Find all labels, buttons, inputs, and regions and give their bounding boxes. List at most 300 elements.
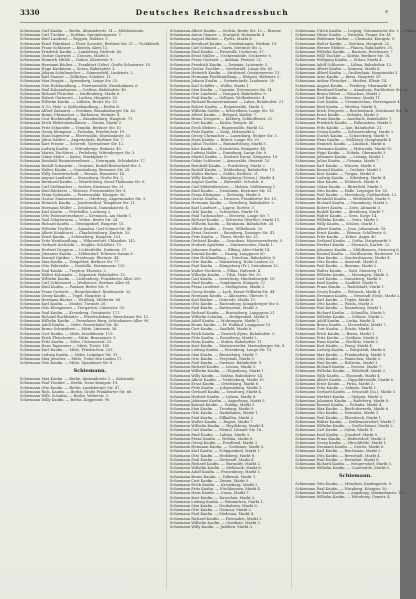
directory-entry: Schiemann Erich Elektroinstallation — Nauen, Markt 2.: [20, 121, 123, 126]
directory-entry: Schiemann Wilhelm Kaufm. — Birnbaum, Bahnhofstr. 26.: [169, 222, 275, 227]
directory-entry: Schiemann Wilhelm Kaufm. — Mehlsack, Markt 6.: [169, 466, 262, 471]
directory-entry: Schiemann Konrad Kaufm. — Danzig, Langgasse 60.: [169, 251, 266, 256]
directory-entry: Schiemann Max Kaufm. — Bischofswerda, Markt 6.: [295, 407, 390, 412]
directory-entry: Schiemann Johannes Kaufm. — Leisnig, Markt 1.: [295, 155, 385, 160]
directory-entry: Schiemann Ludwig Kaufm. — Burgstädt, Markt 8.: [295, 348, 387, 353]
directory-entry: Schiemann Max Kaufm. — Delitzsch, Markt 6.: [295, 180, 380, 185]
directory-entry: Schiemann Curt Kaufm. — Rositz, Markt 3.: [295, 327, 375, 332]
directory-entry: Schiemann Gerhard Kaufm. — Sensburg, Markt 4.: [169, 390, 262, 395]
directory-entry: Schiemann Paul Kaufm. — Treptow, Elsenstr. 3.: [20, 268, 107, 273]
directory-entry: Schiemann Emil Kaufm. — Gumbinnen, Königstr. 27.: [169, 281, 267, 286]
directory-entry: Schiemann Otto Kaufm. — Marienburg, Hohe Lauben 22.: [169, 260, 275, 265]
directory-entry: Schiemann Willy Kaufm. — Berlin, Koppenstr. 90.: [20, 398, 111, 403]
directory-entry: Schiemann Wilhelm Schuhm. — Heiligenbeil, Markt 8.: [169, 314, 270, 319]
directory-entry: Schiemann Friedrich Kaufm. — Landsberg, Richtstr. 40.: [20, 50, 123, 55]
directory-entry: Schiemann Georg Klempner — Prenzlau, Friedrichstr. 19.: [20, 129, 126, 134]
directory-entry: Schiemann Walter Fischerei — Pillau, Hafenstr. 4.: [169, 268, 262, 273]
directory-entry: Schiemann Wilhelm Kaufm. — Quednau, Markt 5.: [169, 520, 261, 525]
directory-entry: Schiemann Otto Kaufm. — Schwiebus, Markt 18.: [169, 209, 260, 214]
directory-entry: Schiemann Carl Mühlenbesitzer — Mohrin, Mühlenweg 1.: [169, 184, 277, 189]
directory-entry: Schiemann Carl Kaufm. — Insterburg, Hindenburgstr. 19.: [169, 276, 276, 281]
directory-entry: Schiemann Reinhold Bauunternehmer — Neuruppin, Schinkelstr. 17.: [20, 159, 146, 164]
directory-entry: Schiemann Paul Kaufm. — Guttstadt, Markt 4.: [169, 457, 255, 462]
directory-entry: Schiemann Heinrich Mühle — Guben, Klosterstr. 9.: [20, 58, 114, 63]
directory-entry: Schiemann Hermann Bäcker — Wedding, Müllerstr. 88.: [20, 298, 122, 302]
directory-entry: Schiemann Konrad Kaufm. — Oschatz, Markt 2.: [295, 167, 383, 172]
directory-entry: Schiemann Konrad Kaufm. — Nordhausen, Rautenstr. 15.: [295, 251, 401, 256]
directory-entry: Schiemann Otto Kaufm. — Freystadt, Markt 5.: [169, 356, 255, 361]
directory-entry: Schiemann Georg Kaufm. — Tegel, Hauptstr. 4.: [20, 293, 107, 298]
directory-entry: Schiemann Hermann Kaufm. — Neustadt (Orla), Markt 2.: [295, 293, 401, 298]
directory-entry: Schiemann Hans Kaufm. — Cranz, Markt 7.: [169, 491, 250, 496]
directory-entry: Schiemann Johannes Kaufm. — Zehlendorf, Teltower Damm 8.: [20, 251, 134, 256]
directory-entry: Schiemann Paul Kaufm. — Bartenstein, Markt 3.: [169, 306, 259, 311]
directory-entry: Schiemann Richard Kaufm. — Schwerin (Warthe), Markt 11.: [169, 218, 281, 223]
directory-entry: Schiemann Ernst Kaufm. — Ortelsburg, Markt 6.: [169, 382, 260, 387]
directory-entry: Schiemann Wilhelm Kaufm. — Würzburg, Domstr. 4.: [295, 494, 391, 499]
directory-entry: Schiemann Otto Fuhrunternehmer — Kremmen, Am Markt 1.: [20, 213, 133, 218]
directory-entry: Schiemann Bernhard Kaufm. — Greifenhagen, Wiekstr. 19.: [169, 41, 278, 46]
directory-entry: Schiemann Wilhelm Kaufm. — Cunewalde, Markt 5.: [295, 466, 390, 471]
directory-entry: Schiemann Karl Kaufm. — Reichenau, Markt 2.: [295, 449, 382, 454]
directory-entry: Schiemann Otto Landwirt — Naugard, Bahnhofstr. 9.: [169, 92, 267, 97]
directory-entry: Schiemann Richard Kaufm. — Schmölln, Markt 5.: [295, 310, 386, 315]
column-2: [166, 29, 285, 589]
directory-entry: Schiemann Emil Bäckerei — Wriezen, Freienwalder Str. 8.: [20, 188, 127, 193]
directory-entry: Schiemann Hermann Kaufm. — Mittweida, Markt 10.: [295, 146, 393, 151]
directory-entry: Schiemann Richard Kaufm. — Powunden, Markt 1.: [169, 516, 263, 521]
directory-entry: Schiemann Alfred Zahnarzt — Potsdam, Brandenburger Str. 62.: [20, 108, 137, 113]
directory-entry: Schiemann Herbert Drogerie — Lichterfelde, Drakestr. 27.: [20, 247, 128, 252]
directory-entry: Schiemann Gerhard Kaufm. — Gotha, Hauptmarkt 9.: [295, 239, 392, 244]
directory-entry: Schiemann Paul Kaufm. — Medenau, Markt 4.: [169, 512, 255, 517]
directory-entry: Schiemann Friedrich Kaufm. — Falkenstein, Markt 5.: [295, 121, 393, 126]
directory-entry: Schiemann Wilhelm Kaufm. — Greiz, Markt 3.: [295, 218, 380, 223]
directory-entry: Schiemann Georg Kaufm. — Friedland, Markt 2.: [169, 440, 259, 445]
directory-entry: Schiemann Martin Tischlerei — Perleberg, Wittenberger Str. 3.: [20, 150, 136, 155]
directory-entry: Schiemann Curt Kaufm. — Zinten, Markt 5.: [169, 478, 250, 483]
directory-entry: Schiemann Richard Kaufm. — Neugersdorf, Markt 3.: [295, 461, 392, 466]
directory-entry: Schiemann Bruno Kaufm. — Tolkemit, Markt 1.: [169, 474, 257, 479]
directory-entry: Schiemann Fritz Kaufm. — Rosenberg, Markt 2.: [169, 335, 258, 340]
directory-entry: Schiemann Karl Kaufm. — Schippenbeil, Markt 1.: [169, 449, 261, 454]
directory-entry: Schiemann Walter Kaufm. — Seifhennersdorf, Markt 7.: [295, 419, 396, 424]
directory-entry: Schiemann Karl Landwirt — Lagow, Dorfstr. 3.: [169, 205, 255, 210]
directory-entry: Schiemann Franz Kaufm. — Wehlau, Markt 6.: [169, 436, 254, 441]
directory-entry: Schiemann Oskar Schlosser — Arnswalde, Steinstr. 10.: [169, 159, 271, 164]
directory-entry: Schiemann Otto Kaufm. — München, Kaufingerstr. 9.: [295, 482, 393, 487]
directory-entry: Schiemann Rudolf Kaufm. — Altenburg, Markt 7.: [295, 209, 385, 214]
directory-entry: Schiemann Willy Kaufm. — Königsberg (Neum.), Markt 4.: [169, 176, 276, 181]
directory-entry: Schiemann Curt Kaufm. — Crimmitschau, Herrengasse 4.: [295, 100, 401, 105]
directory-entry: Schiemann Johannes Kaufm. — Elbing, Alter Markt 14.: [169, 247, 271, 252]
directory-entry: Schiemann Curt Kaufm. — Saalfeld, Markt 6.: [169, 327, 253, 332]
directory-entry: Schiemann Hans Kaufm. — Stollberg, Hauptmarkt 4.: [295, 138, 392, 143]
directory-entry: Schiemann Walter Kaufm. — Ragnit, Markt 7.: [169, 419, 254, 424]
directory-entry: Schiemann Heinrich Kaufm. — Limbach, Markt 6.: [295, 142, 387, 147]
directory-entry: Schiemann Adolf Kaufm. — Mohrungen, Markt 1.: [169, 319, 261, 324]
directory-entry: Schiemann Georg Kaufm. — Schwarzenberg, Markt 2.: [295, 129, 395, 134]
directory-entry: Schiemann Paul Kaufm. — Pillkallen, Markt 2.: [169, 415, 255, 420]
directory-entry: Schiemann Ludwig Kaufm. — Mitte, Leipziger Str. 31.: [20, 352, 119, 357]
directory-entry: Schiemann Johannes Kaufm. — Angerburg, Markt 3.: [169, 398, 266, 403]
directory-entry: Schiemann Paul Kaufm. — Ilmenau, Markt 2.: [295, 264, 378, 269]
directory-entry: Schiemann Hans Ingenieur — Eberswalde, Eisenbahnstr. 33.: [20, 134, 132, 139]
directory-entry: Schiemann Otto Holzhandlung — Fürstenwalde, Eisenbahnstr. 6.: [20, 83, 139, 88]
section-heading: Schiemann.: [73, 368, 107, 375]
section-heading: Schiemann.: [339, 473, 372, 480]
directory-entry: Schiemann Bruno Schneiderei — Mitte, Linienstr. 58.: [20, 327, 118, 332]
directory-entry: Schiemann Konrad Kaufm. — Pulsnitz, Markt 4.: [295, 403, 383, 408]
directory-entry: Schiemann Arno Kaufm. — Riesa, Hauptstr. 55.: [295, 75, 382, 80]
directory-entry: Schiemann Albert Kaufm. — Posen, Wilhelmstr. 20.: [169, 226, 264, 231]
directory-entry: Schiemann Hermann Kaufm. — Sternberg, Bahnhofstr. 2.: [169, 201, 275, 206]
directory-entry: Schiemann Adolf Kaufm. — Mitte, Rosenthaler Str. 40.: [20, 323, 120, 328]
directory-entry: Schiemann Adolf Kaufm. — Lucka, Markt 4.: [295, 319, 376, 324]
directory-entry: Schiemann Gustav Kaufm. — Drossen, Frankfurter Str. 15.: [169, 197, 278, 202]
directory-entry: Schiemann Richard Kaufm. — Wormditt, Markt 2.: [169, 461, 261, 466]
directory-entry: Schiemann Johann Schuhmacher — Sommerfeld, Lindenstr. 2.: [20, 71, 134, 76]
directory-entry: Schiemann Bruno Kaufm. — Pr. Holland, Langgasse 15.: [169, 323, 272, 328]
directory-entry: Schiemann Oskar Maler — Kyritz, Marktplatz 9.: [20, 155, 108, 160]
directory-entry: Schiemann Karl Kaufm. — Wurzen, Markt 5.: [295, 163, 377, 168]
directory-entry: Schiemann Paul Kaufm. — Nürnberg, Königstr. 30.: [295, 486, 388, 491]
directory-entry: Schiemann Max Holzhandlung — Dirschau, Bahnhofstr. 8.: [169, 255, 276, 260]
directory-entry: Schiemann Bernhard Kaufm. — Müncheberg, Ernst-Thälmann-Str. 6.: [20, 180, 146, 185]
directory-entry: Schiemann Franz Gastwirt — Reinickendorf, Residenzstr. 32.: [20, 289, 132, 294]
directory-entry: Schiemann Georg Kaufm. — Hirschfelde, Markt 1.: [295, 440, 388, 445]
directory-entry: Schiemann Heinrich Kaufm. — Joachimsthal, Templiner Str. 11.: [20, 201, 136, 206]
directory-entry: Schiemann Ernst Müller — Ueckermünde, Ueckerstr. 8.: [169, 54, 272, 59]
directory-entry: Schiemann Albert Kaufm. — Dippoldiswalde, Markt 6.: [295, 377, 395, 382]
directory-entry: Schiemann Carl Kaufm. — Memel, Libauer Str. 16.: [169, 428, 263, 433]
directory-entry: Schiemann Walter Kolonialw. — Köpenick, Bahnhofstr. 15.: [20, 272, 126, 277]
directory-entry: Schiemann Kurt Kaufm. — Torgau, Markt 8.: [295, 171, 376, 176]
directory-entry: Schiemann Max Kaufm. — Sondershausen, Markt 4.: [295, 255, 391, 260]
directory-entry: Schiemann Ernst Fabrikant — Forst (Lausitz), Berliner Str. 21 — Tuchfabrik.: [20, 41, 160, 46]
directory-entry: Schiemann Oskar Kaufm. — Bitterfeld, Markt 3.: [295, 184, 383, 189]
directory-entry: Schiemann Carl Tischler — Kottbus, Sprembergerstr. 7.: [20, 33, 122, 38]
directory-entry: Schiemann Georg Uhrmacher — Lauenburg, Stolper Str. 3.: [169, 134, 278, 139]
directory-entry: Schiemann August Landwirt — Strausberg, Große Str. 2.: [20, 176, 124, 181]
directory-entry: Schiemann Otto Kaufm. — Rastenburg, Königsberger Str. 6.: [169, 302, 280, 307]
directory-entry: Schiemann & Co. Holz- u. Kohlenhandlung — Berlin N.: [20, 104, 121, 109]
directory-entry: Schiemann Albert Kaufm. — Neidenburg, Markt 10.: [169, 377, 265, 382]
directory-entry: Schiemann Max Drogist — Spremberg, Lange Str. 25.: [20, 79, 119, 84]
directory-entry: Schiemann Curt Kaufm. — Köslin, Bergstr. 40.: [169, 121, 255, 126]
directory-entry: Schiemann Otto Kaufm. — Bernstadt, Markt 4.: [295, 453, 381, 458]
directory-entry: Schiemann Walter Bäcker — Soldin, Richtstr. 21.: [169, 171, 260, 176]
directory-entry: Schiemann Reinhold Kaufm. — Friedeberg, Markt 2.: [169, 163, 266, 168]
directory-entry: Schiemann Willy Kaufm. — Tharandt, Markt 4.: [295, 373, 381, 378]
directory-entry: Schiemann Erich Kaufm. — Borna, Markt 1.: [295, 331, 376, 336]
directory-entry: Schiemann Fritz Kaufm. — Erfurt, Anger 40.: [295, 234, 377, 239]
directory-entry: Schiemann Bernhard Kaufm. — Annaberg, Buchholzer Str. 20.: [295, 87, 410, 92]
directory-entry: Schiemann Paul Tuchmacher — Meseritz, Lange Str. 7.: [169, 213, 271, 218]
directory-entry: Schiemann Wolfgang Kaufm. — Zittau, Markt 4.: [295, 58, 383, 63]
directory-entry: Schiemann Wilhelm Kaufm. — Meiningen, Markt 3.: [295, 272, 390, 277]
directory-entry: Schiemann Hugo Kaufm. — Döbeln, Obermarkt 3.: [295, 150, 387, 155]
directory-entry: Schiemann Otto Fahrräder — Neukölln, Hermannstr. 120.: [20, 264, 126, 269]
directory-entry: Schiemann Ludwig Kaufm. — Wittenberge, Bahnstr. 45.: [20, 146, 122, 151]
directory-entry: Schiemann Julius Tischler — Rummelsburg, Markt 5.: [169, 142, 267, 147]
directory-entry: Schiemann Willy Kaufm. — Juditten, Markt 3.: [169, 524, 254, 529]
directory-entry: Schiemann Wilhelm Tischler — Spandau, Carl-Schurz-Str. 40.: [20, 226, 133, 231]
directory-entry: Schiemann Paul Kaufm. — Königsberg (Pr.), Steindamm 12.: [169, 264, 279, 269]
directory-entry: Schiemann Ernst Kaufm. — Oelsnitz, Markt 3.: [295, 113, 380, 118]
directory-entry: Schiemann Paul Kolonialwaren — Cottbus, Bahnhofstr. 49.: [20, 87, 127, 92]
directory-entry: Schiemann Otto Kaufm. — Halle, Leipziger Str. 50.: [295, 188, 389, 193]
directory-entry: Schiemann Otto Kaufm. — Darkehmen, Markt 1.: [169, 411, 259, 416]
directory-entry: Schiemann Hermann Müller — Zehdenick, Dammhaststr. 4.: [20, 205, 129, 210]
directory-entry: Schiemann Erich Kaufm. — Kreuzburg, Markt 2.: [169, 482, 259, 487]
directory-entry: Schiemann Hugo Kaufmann — Sorau, Bahnhofstr. 3.: [20, 66, 116, 71]
directory-entry: Schiemann Friedrich Kaufm. — Demmin, Luisenstr. 5.: [169, 62, 269, 67]
directory-entry: Schiemann Wilhelm Kaufm. — Gilgenburg, Markt 1.: [169, 369, 265, 374]
directory-entry: Schiemann Curt Buchhandlung — Brandenburg, Hauptstr. 71.: [20, 117, 134, 122]
directory-entry: Schiemann Viktor Kaufm. — Dresden, Prager Str. 41.: [295, 33, 393, 38]
directory-entry: Schiemann Robert Kaufm. — Regenwalde, Markt 3.: [169, 104, 265, 109]
directory-entry: Schiemann Adolf Kaufm. — Frauenburg, Markt 3.: [169, 470, 261, 475]
directory-entry: Schiemann Wilhelm Kaufm. — Bautzen, Reichenstr. 7.: [295, 50, 394, 55]
directory-entry: Schiemann Johannes Kaufm. — Mühlhausen, Steinweg 8.: [295, 247, 400, 252]
directory-entry: Schiemann Wilhelm Kaufm. — Wilsdruff, Markt 2.: [295, 369, 387, 374]
directory-entry: Schiemann Kurt Friseur — Schwedt, Vierradener Str. 12.: [20, 142, 125, 147]
directory-entry: Schiemann Franz Kaufm. — Auerbach, Bahnhofstr. 7.: [295, 117, 393, 122]
directory-entry: Schiemann Hans Kaufm. — Bütow, Lange Str. 29.: [169, 138, 260, 143]
directory-entry: Schiemann Johann Kaufm. — Swinemünde, Lindenstr. 30.: [169, 79, 276, 84]
directory-entry: Schiemann Kurt Kaufm. — Neustettin, Königsstr. 44.: [169, 146, 267, 151]
directory-entry: Schiemann Hermann Kaufm. — Allenstein, Oberstr. 9.: [169, 293, 269, 298]
directory-entry: Schiemann Willi Tischler — Görlitz, Berliner Str. 18.: [295, 54, 391, 59]
directory-entry: Schiemann Erich Kaufm. — Deutsch Eylau, Bahnhofstr. 3.: [169, 331, 276, 336]
directory-entry: Schiemann Ludwig Kaufm. — Eilenburg, Markt 4.: [295, 176, 387, 181]
directory-entry: Schiemann Wilhelm Kaufm. — Lübben, Breite Str. 15.: [20, 100, 118, 105]
directory-entry: Schiemann Ernst Kaufm. — Pirna, Markt 3.: [295, 382, 375, 387]
directory-entry: Schiemann Werner Elektro — Plauen, Bahnhofstr. 35.: [295, 45, 394, 50]
directory-entry: Schiemann Walter Kaufm. — Oranienburg, Bernauer Str. 28.: [20, 167, 131, 172]
directory-entry: Schiemann Emil Kaufm. — Pankow, Breite Str. 9.: [20, 285, 110, 290]
directory-entry: Schiemann Hans Tapezierer — Mitte, Torstr. 140.: [20, 344, 111, 349]
directory-entry: Schiemann Karl Kaufm. — Moabit, Turmstr. 26.: [20, 302, 107, 307]
directory-entry: Schiemann Otto Kaufm. — Hainichen, Markt 5.: [295, 356, 382, 361]
directory-entry: Schiemann Erich Drogerie — Reichenbach, Zwickauer Str. 16.: [295, 108, 410, 113]
directory-entry: Schiemann Paul Kaufm. — Ronneburg, Markt 1.: [295, 306, 383, 311]
directory-entry: Schiemann Herbert Kaufm. — Stolpen, Markt 2.: [295, 394, 384, 399]
directory-entry: Schiemann Max Kaufm. — Frankenberg, Markt 3.: [295, 352, 387, 357]
directory-entry: Schiemann Ludwig Kaufm. — Rosenberg, Lange Str. 19.: [169, 348, 273, 353]
column-1: [20, 29, 160, 589]
directory-entry: Schiemann Alfred Kaufm. — Belgard, Karlstr. 7.: [169, 113, 258, 118]
directory-entry: Schiemann Otto Kaufm. — Arnstadt, Markt 6.: [295, 260, 379, 265]
directory-entry: Schiemann Alfred Kaufm. — Großenhain, Hauptmarkt 3.: [295, 71, 399, 76]
directory-entry: Schiemann Karl Kaufm. — Fehrbellin, Luchweg 2.: [20, 209, 112, 214]
directory-entry: Schiemann Hans Kaufm. — Stuhm, Bahnhofstr. 11.: [169, 340, 263, 345]
directory-entry: Schiemann Richard Kaufm. — Braunsberg, Langgasse 21.: [169, 310, 276, 315]
directory-entry: Schiemann Franz Kaufm. — Rudolstadt, Markt 1.: [295, 285, 386, 290]
directory-entry: Schiemann Paul Kaufm. — Gollnow, Wollweberstr. 4.: [169, 96, 266, 101]
directory-entry: Schiemann Emil Kaufm. — Jonsdorf, Markt 5.: [295, 432, 379, 437]
directory-entry: Schiemann Ludwig Maler — Dramburg, Lange Str. 8.: [169, 150, 268, 155]
directory-entry: Schiemann Kurt Kaufm. — Mitte, Friedrichstr. 205.: [20, 348, 114, 353]
directory-entry: Schiemann Richard Fleischer — Senftenberg, Markt 8.: [20, 92, 121, 97]
directory-entry: Schiemann Waldemar Bäcker — Chemnitz, Königstr. 9.: [295, 37, 396, 42]
directory-entry: Schiemann Max Kaufm. — Neukuhren, Markt 6.: [169, 503, 258, 508]
columns: [20, 29, 416, 589]
directory-entry: Schiemann Bruno Drogerie — Kolberg, Schlieffenstr. 25.: [169, 117, 274, 122]
directory-entry: Schiemann Fritz Kaufm. — Aue, Bahnhofstr. 21.: [295, 125, 383, 130]
page-number: 3330: [20, 8, 40, 17]
directory-entry: Schiemann Heinrich Kaufm. — Stralsund, Ossenreyerstr. 11.: [169, 71, 281, 76]
directory-entry: Schiemann Emil Kaufm. — Neudamm, Küstriner Str. 31.: [169, 188, 273, 193]
directory-entry: Schiemann Rudolf Kaufm. — Woldenberg, Bahnhofstr. 13.: [169, 167, 276, 172]
directory-entry: Schiemann Walter Kaufm. — Gera, Sorge 14.: [295, 213, 378, 218]
directory-entry: Schiemann Paul Kaufm. — Herrnhut, Markt 8.: [295, 457, 380, 462]
directory-entry: Schiemann Albert Konditorei — Charlottenburg, Kantstr. 55.: [20, 230, 131, 235]
directory-entry: Schiemann Gustav Gastwirt — Crossen, Markt 5.: [20, 54, 110, 59]
directory-entry: Schiemann Emil Kaufm. — Saalfeld, Markt 8.: [295, 281, 378, 286]
directory-entry: Schiemann Albert Kaufm. — Stettin, Breite Str. 12 — Eisenw.: [169, 29, 282, 33]
directory-entry: Schiemann Bruno Uhrmacher — Rathenow, Steinstr. 4.: [20, 113, 121, 118]
directory-entry: Schiemann Franz Kolonialw. — Freienwalde, Königstr. 36.: [20, 192, 126, 197]
directory-entry: Schiemann Fritz Kaufm. — Sebnitz, Markt 1.: [295, 386, 378, 391]
directory-entry: Schiemann Otto Kaufm. — Mitte, Spandauer Str. 8.: [20, 361, 114, 366]
directory-entry: Schiemann Bruno Kaufm. — Meuselwitz, Markt 7.: [295, 323, 387, 328]
directory-entry: Schiemann Ulrich Kaufm. — Leipzig, Grimmaische Str. 3 — Pelzw.: [295, 29, 416, 33]
directory-entry: Schiemann August Kaufm. — Freiberg, Obermarkt 9.: [295, 83, 393, 88]
directory-entry: Schiemann Emil Kaufm. — Werdau, Markt 8.: [295, 104, 377, 109]
directory-entry: Schiemann Martin Kaufm. — Deutsch Krone, Königsstr. 16.: [169, 155, 279, 160]
directory-entry: Schiemann Fritz Kaufm. — Thorn, Breite Str. 33.: [169, 234, 259, 239]
directory-entry: Schiemann Wilhelm Sattler — Schivelbein, Lange Str. 18.: [169, 108, 275, 113]
directory-entry: Schiemann Hermann Kaufm. — Gerdauen, Markt 5.: [169, 445, 265, 450]
directory-entry: Schiemann Albert Kaufm. — Kamenz, Markt 6.: [295, 66, 381, 71]
directory-entry: Schiemann Wilhelm Kaufm. — Großschönau, Markt 2.: [295, 424, 394, 429]
directory-entry: Schiemann Reinhold Kaufm. — Weißenfels, Markt 9.: [295, 197, 391, 202]
directory-entry: Schiemann Kurt Kaufm. — Rauschen, Markt 3.: [169, 495, 256, 500]
directory-entry: Schiemann Herbert Kaufm. — Eisenach, Karlstr. 22.: [295, 243, 391, 248]
directory-entry: Schiemann Arthur Fleischer — Meißen, Elbstr. 14.: [295, 79, 388, 84]
directory-entry: Schiemann Wilhelm Kaufm. — Prenzlauer Berg, Schönhauser Allee 99.: [20, 319, 150, 324]
directory-entry: Schiemann Hermann Bäcker — Frankfurt (Oder), Große Scharrnstr. 18.: [20, 62, 152, 67]
directory-entry: Schiemann Richard Kaufm. — Naumburg, Markt 2.: [295, 201, 389, 206]
directory-entry: Schiemann Herbert Kaufm. — Lötzen, Markt 8.: [169, 394, 257, 399]
directory-entry: Schiemann Fritz Weinhandlung — Wilmersdorf, Uhlandstr. 142.: [20, 239, 137, 244]
directory-entry: Schiemann Max Kaufm. — Tempelhof, Berliner Str. 77.: [20, 260, 120, 265]
directory-entry: Schiemann Franz Gastwirt — Anklam, Peenstr. 22.: [169, 58, 263, 63]
directory-entry: Schiemann Paul Kaufm. — Roßwein, Markt 1.: [295, 361, 379, 366]
directory-entry: Schiemann Carl Schlosserei — Weißensee, Berliner Allee 61.: [20, 281, 132, 286]
directory-entry: Schiemann Carl Schmied — Gartz, Stettiner Str. 2.: [169, 45, 263, 50]
directory-entry: Schiemann Julius Sattler — Angermünde, Berliner Str. 7.: [20, 138, 124, 143]
directory-entry: Schiemann Paul Tischler — Berlin, Neue Königstr. 19.: [20, 381, 119, 386]
directory-entry: Schiemann Wilh. Schuhm. — Berlin, Weberstr. 3.: [20, 394, 110, 399]
directory-entry: Schiemann Bruno Weber — Glauchau, Markt 2.: [295, 92, 382, 97]
directory-entry: Schiemann August Kaufm. — Bärwalde, Schulstr. 6.: [169, 180, 265, 185]
directory-entry: Schiemann Paul Kaufm. — Ebersbach, Markt 1.: [295, 415, 382, 420]
directory-entry: Schiemann Paul Kaufm. — Garnsee, Bahnhofstr. 9.: [169, 361, 263, 366]
directory-entry: Schiemann Paul Kaufm. — Merseburg, Gotthardtstr. 12.: [295, 192, 398, 197]
directory-entry: Schiemann Richard Kaufm. — Augsburg, Maximilianstr. 12.: [295, 490, 404, 495]
directory-entry: Schiemann Karl Kaufm. — Triptis, Markt 6.: [295, 298, 375, 302]
directory-entry: Schiemann Max Kaufm. — Riesenburg, Markt 7.: [169, 352, 259, 357]
directory-entry: Schiemann Ludwig Kaufm. — Palmnicken, Markt 1.: [169, 499, 264, 504]
directory-entry: Schiemann Carl Kaufm. — Oybin, Markt 4.: [295, 428, 374, 433]
directory-entry: Schiemann Fritz Kaufm. — Stolp, Holzmarkt 6.: [169, 129, 256, 134]
directory-entry: Schiemann Karl Maurer — Züllichau, Schulstr. 11.: [20, 75, 112, 80]
directory-entry: Schiemann Wilhelm Kaufm. — Gößnitz, Markt 2.: [295, 314, 384, 319]
directory-entry: Schiemann Max Kaufm. — Treuburg, Markt 9.: [169, 407, 255, 412]
directory-entry: Schiemann Paul Kaufm. — Kreuzberg, Oranienstr. 171.: [20, 310, 121, 315]
directory-entry: Schiemann Richard Buchbinder — Friedrichshain, Warschauer Str. 12.: [20, 314, 150, 319]
directory-entry: Schiemann Richard Bauunternehmer — Labes, Bahnhofstr. 21.: [169, 100, 285, 105]
directory-entry: Schiemann Curt Kaufm. — Mitte, Invalidenstr. 115.: [20, 331, 114, 336]
directory-entry: Schiemann Ernst Gastwirt — Bromberg, Danziger Str. 41.: [169, 230, 276, 235]
directory-entry: Schiemann August Bäcker — Pyritz, Markt 6.: [169, 37, 253, 42]
directory-entry: Schiemann Robert Gärtnerei — Luckau, Hauptstr. 30.: [20, 96, 119, 101]
directory-entry: Schiemann Georg Kaufm. — Lyck, Kaiser-Wilhelm-Str. 44.: [169, 289, 276, 294]
directory-entry: Schiemann Otto Klempnerei — Tiergarten, Lützowstr. 50.: [20, 306, 126, 311]
directory-entry: Schiemann Anton Maurer — Stargard, Holzmarkt 4.: [169, 33, 266, 38]
directory-entry: Schiemann Otto Kaufm. — Berlin, Landsberger Str. 47.: [20, 385, 121, 390]
directory-entry: Schiemann Ernst Kaufm. — Schöneberg, Hauptstr. 101.: [20, 234, 122, 239]
directory-entry: Schiemann Herbert Apotheke — Marienwerder, Markt 1.: [169, 243, 274, 248]
directory-entry: Schiemann Gerhard Kaufm. — Graudenz, Marienwerderstr. 5.: [169, 239, 284, 244]
directory-entry: Schiemann Otto Kaufm. — Germau, Markt 2.: [169, 508, 252, 513]
column-3: [291, 29, 416, 589]
directory-entry: Schiemann Georg Kaufm. — Pößneck, Markt 4.: [295, 289, 382, 294]
directory-entry: Schiemann Max Juwelier — Mitte, Unter den Linden 17.: [20, 356, 123, 361]
directory-entry: Schiemann Rich. Kaufm. — Berlin, Große Frankfurter Str. 66.: [20, 389, 133, 394]
running-head: Deutsches Reichsadressbuch: [135, 8, 289, 17]
directory-entry: Schiemann Franz Klempner — Zielenzig, Markt 9.: [169, 192, 262, 197]
directory-entry: Schiemann Emil Landwirt — Reppen, Waldstr. 3.: [20, 37, 109, 42]
directory-entry: Schiemann Wilhelm Kaufm. — Tilsit, Hohe Str. 35.: [169, 272, 262, 277]
directory-entry: Schiemann Julius Kaufm. — Grimma, Markt 7.: [295, 159, 380, 164]
directory-entry: Schiemann Walter Kaufm. — Zwickau, Hauptstr. 22.: [295, 41, 391, 46]
page-header: [20, 8, 388, 23]
directory-entry: Schiemann Wilhelm Kaufm. — Heydekrug, Markt 4.: [169, 424, 265, 429]
directory-entry: Schiemann Rudolf Schmiede — Gransee, Rudolf-Breitscheid-Str. 5.: [20, 163, 142, 168]
directory-entry: Schiemann Johannes Kaufm. — Radeberg, Markt 8.: [295, 398, 390, 403]
directory-entry: Schiemann Carl Kaufm. — Berlin, Alexanderstr. 14 — Mühlenbesitz.: [20, 29, 145, 33]
directory-entry: Schiemann Richard Kaufm. — Nossen, Markt 7.: [295, 365, 383, 370]
directory-entry: Schiemann Carl Stellmacher — Seelow, Küstriner Str. 21.: [20, 184, 125, 189]
directory-entry: Schiemann Max Kaufm. — Cammin, Dievenower Str. 14.: [169, 87, 273, 92]
directory-entry: Schiemann Albert Kaufm. — Jena, Johannisstr. 18.: [295, 226, 387, 231]
directory-entry: Schiemann Kurt Kaufm. — Penig, Markt 4.: [295, 344, 373, 349]
directory-entry: Schiemann Fritz Kaufm. — Mitte, Chausseestr. 23.: [20, 340, 113, 345]
directory-entry: Schiemann Otto Kaufm. — Heilsberg, Markt 8.: [169, 453, 256, 458]
directory-entry: Schiemann Konrad Optiker — Friedenau, Rheinstr. 44.: [20, 255, 120, 260]
directory-entry: Schiemann Ernst Kaufm. — Weimar, Schillerstr. 6.: [295, 230, 387, 235]
directory-entry: Schiemann Gustav Zimmermeister — Oderberg, Angermünder Str. 3.: [20, 197, 147, 202]
directory-entry: Schiemann Hermann Kaufm. — Ostritz, Markt 6.: [295, 445, 385, 450]
directory-entry: Schiemann Gustav Kaufm. — Schneeberg, Markt 9.: [295, 134, 390, 139]
directory-entry: Schiemann Otto Kaufm. — Neusalza, Markt 3.: [295, 411, 380, 416]
directory-entry: Schiemann Hermann Fischhandlung — Wolgast, Hafenstr. 2.: [169, 75, 281, 80]
directory-entry: Schiemann Franz Kaufm. — Waltersdorf, Markt 3.: [295, 436, 387, 441]
directory-entry: Schiemann Kurt Kaufm. — Marienwerder, Marienburger Str. 4.: [169, 344, 286, 349]
directory-entry: Schiemann Paul Schuhwaren — Velten, Breite Str. 24.: [20, 218, 119, 223]
directory-entry: Schiemann Richard Kaufm. — Lessen, Markt 3.: [169, 365, 257, 370]
directory-entry: Schiemann Wilhelm Kaufm. — Lichtenberg, Frankfurter Allee 200.: [20, 276, 142, 281]
directory-entry: Schiemann Adolf Schlosser — Löbau, Bahnhofstr. 12.: [295, 62, 393, 67]
directory-entry: Schiemann Willy Kaufm. — Schleiz, Markt 1.: [295, 222, 377, 227]
directory-entry: Schiemann Fritz Schneider — Templin, Berliner Str. 10.: [20, 125, 122, 130]
directory-entry: Schiemann Karl Schiffer — Wollin, Markt 1.: [169, 83, 250, 88]
directory-entry: Schiemann Konrad Kaufm. — Goldap, Markt 5.: [169, 403, 256, 408]
